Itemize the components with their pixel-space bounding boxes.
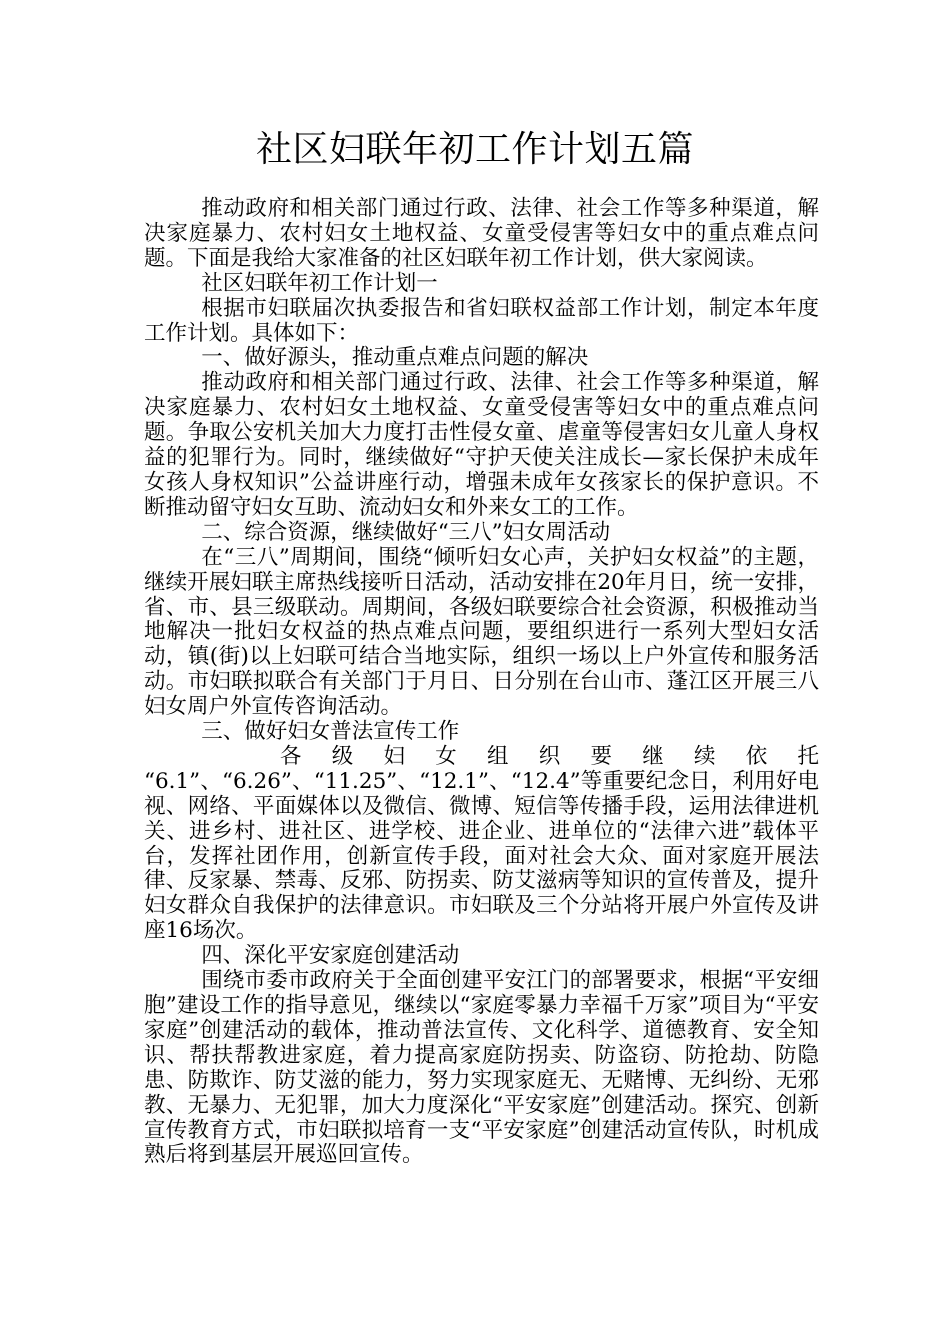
section-heading-2: 二、综合资源，继续做好“三八”妇女周活动 bbox=[201, 519, 611, 545]
document-body bbox=[144, 197, 819, 1168]
body-paragraph-continuation: “6.1”、“6.26”、“11.25”、“12.1”、“12.4”等重要纪念日，利用好电视、网络、平面媒体以及微信、微博、短信等传播手段，运用法律进机关、进乡村、进社区、进学校、进企业、进单位的“法律六进”载体平台，发挥社团作用，创新宣传手段，面对社会大众、面对家庭开展法律、反家暴、禁毒、反邪、防拐卖、防艾滋病等知识的宣传普及，提升妇女群众自我保护的法律意识。市妇联及三个分站将开展户外宣传及讲座16场次。 bbox=[144, 768, 819, 944]
body-paragraph: 根据市妇联届次执委报告和省妇联权益部工作计划，制定本年度工作计划。具体如下： bbox=[144, 295, 819, 346]
body-paragraph: 在“三八”周期间，围绕“倾听妇女心声，关护妇女权益”的主题，继续开展妇联主席热线接听日活动，活动安排在20年月日，统一安排，省、市、县三级联动。周期间，各级妇联要综合社会资源，积极推动当地解决一批妇女权益的热点难点问题，要组织进行一系列大型妇女活动，镇(街)以上妇联可结合当地实际，组织一场以上户外宣传和服务活动。市妇联拟联合有关部门于月日、日分别在台山市、蓬江区开展三八妇女周户外宣传咨询活动。 bbox=[144, 544, 819, 720]
section-heading-plan-one: 社区妇联年初工作计划一 bbox=[201, 270, 438, 296]
body-paragraph: 围绕市委市政府关于全面创建平安江门的部署要求，根据“平安细胞”建设工作的指导意见，继续以“家庭零暴力幸福千万家”项目为“平安家庭”创建活动的载体，推动普法宣传、文化科学、道德教育、安全知识、帮扶帮教进家庭，着力提高家庭防拐卖、防盗窃、防抢劫、防隐患、防欺诈、防艾滋的能力，努力实现家庭无、无赌博、无纠纷、无邪教、无暴力、无犯罪，加大力度深化“平安家庭”创建活动。探究、创新宣传教育方式，市妇联拟培育一支“平安家庭”创建活动宣传队，时机成熟后将到基层开展巡回宣传。 bbox=[144, 968, 819, 1168]
intro-paragraph: 推动政府和相关部门通过行政、法律、社会工作等多种渠道，解决家庭暴力、农村妇女土地权益、女童受侵害等妇女中的重点难点问题。下面是我给大家准备的社区妇联年初工作计划，供大家阅读。 bbox=[144, 196, 819, 271]
section-heading-4: 四、深化平安家庭创建活动 bbox=[201, 943, 460, 969]
body-paragraph: 推动政府和相关部门通过行政、法律、社会工作等多种渠道，解决家庭暴力、农村妇女土地权益、女童受侵害等妇女中的重点难点问题。争取公安机关加大力度打击性侵女童、虐童等侵害妇女儿童人身权益的犯罪行为。同时，继续做好“守护天使关注成长—家长保护未成年女孩人身权知识”公益讲座行动，增强未成年女孩家长的保护意识。不断推动留守妇女互助、流动妇女和外来女工的工作。 bbox=[144, 370, 819, 520]
document-title: 社区妇联年初工作计划五篇 bbox=[255, 129, 694, 170]
spread-line: 各级妇女组织要继续依托 bbox=[280, 743, 819, 769]
section-heading-3: 三、做好妇女普法宣传工作 bbox=[201, 719, 460, 745]
section-heading-1: 一、做好源头，推动重点难点问题的解决 bbox=[201, 345, 589, 371]
